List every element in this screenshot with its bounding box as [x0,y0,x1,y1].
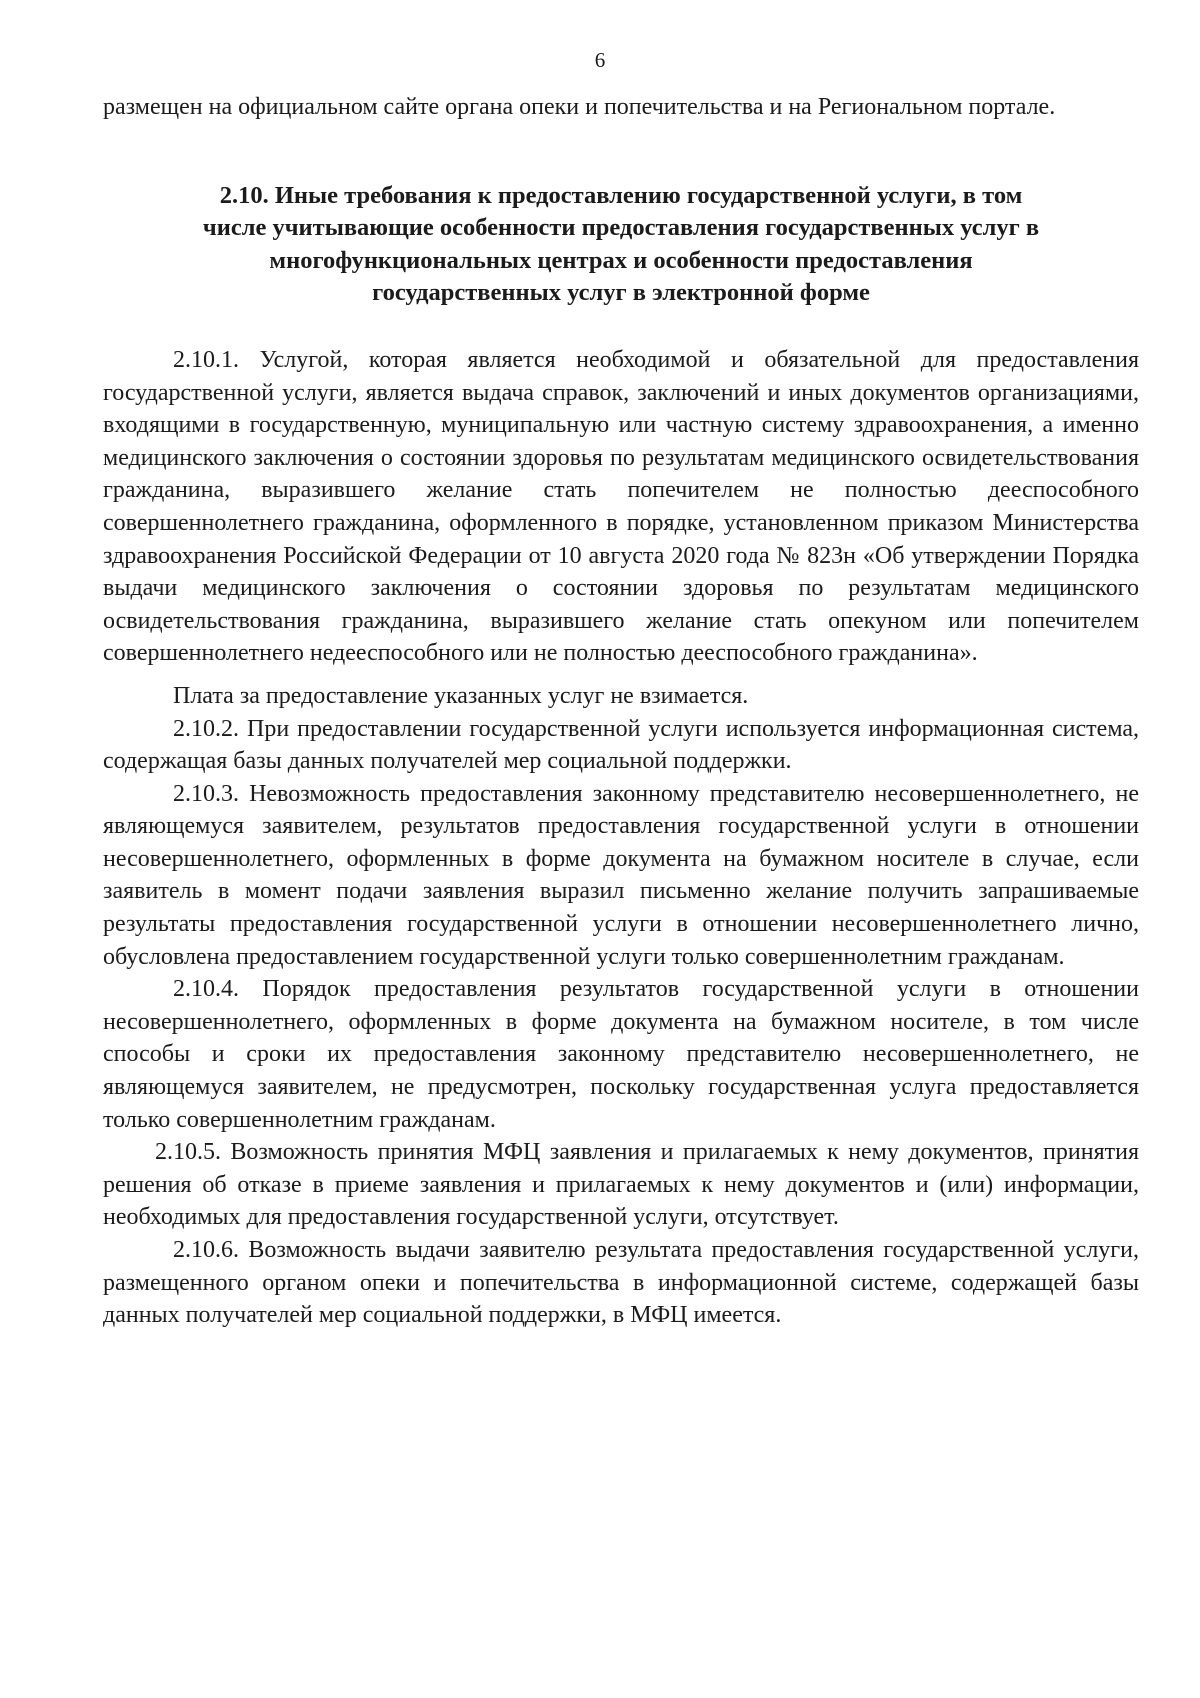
fee-paragraph: Плата за предоставление указанных услуг не взимается. [173,682,749,709]
section-heading-line: государственных услуг в электронной форме [372,279,870,307]
clause-2-10-5: 2.10.5. Возможность принятия МФЦ заявления и прилагаемых к нему документов, принятия решения об отказе в приеме заявления и прилагаемых к нему документов и (или) информации, необходимых для предоставления государственной услуги, отсутствует. [103,1139,1139,1231]
page-number: 6 [594,48,606,72]
section-heading-line: многофункциональных центрах и особенности предоставления [269,246,973,274]
clause-2-10-1: 2.10.1. Услугой, которая является необходимой и обязательной для предоставления государственной услуги, является выдача справок, заключений и иных документов организациями, входящими в государственную, муниципальную или частную систему здравоохранения, а именно медицинского заключения о состоянии здоровья по результатам медицинского освидетельствования гражданина, выразившего желание стать попечителем не полностью дееспособного совершеннолетнего гражданина, оформленного в порядке, установленном приказом Министерства здравоохранения Российской Федерации от 10 августа 2020 года № 823н «Об утверждении Порядка выдачи медицинского заключения о состоянии здоровья по результатам медицинского освидетельствования гражданина, выразившего желание стать опекуном или попечителем совершеннолетнего недееспособного или не полностью дееспособного гражданина». [103,346,1139,667]
clause-2-10-6: 2.10.6. Возможность выдачи заявителю результата предоставления государственной услуги, размещенного органом опеки и попечительства в информационной системе, содержащей базы данных получателей мер социальной поддержки, в МФЦ имеется. [103,1237,1139,1329]
intro-paragraph: размещен на официальном сайте органа опеки и попечительства и на Региональном портале. [103,94,1056,120]
section-heading [103,180,1139,310]
section-heading-line: 2.10. Иные требования к предоставлению государственной услуги, в том [219,181,1023,209]
document-body [103,91,1139,1332]
clause-2-10-4: 2.10.4. Порядок предоставления результатов государственной услуги в отношении несовершеннолетнего, оформленных в форме документа на бумажном носителе, в том числе способы и сроки их предоставления законному представителю несовершеннолетнего, не являющемуся заявителем, не предусмотрен, поскольку государственная услуга предоставляется только совершеннолетним гражданам. [103,976,1139,1133]
clause-2-10-3: 2.10.3. Невозможность предоставления законному представителю несовершеннолетнего, не являющемуся заявителем, результатов предоставления государственной услуги в отношении несовершеннолетнего, оформленных в форме документа на бумажном носителе в случае, если заявитель в момент подачи заявления выразил письменно желание получить запрашиваемые результаты предоставления государственной услуги в отношении несовершеннолетнего лично, обусловлена предоставлением государственной услуги только совершеннолетним гражданам. [103,780,1139,970]
section-heading-line: числе учитывающие особенности предоставления государственных услуг в [202,214,1040,242]
clause-2-10-2: 2.10.2. При предоставлении государственной услуги используется информационная система, содержащая базы данных получателей мер социальной поддержки. [103,715,1139,775]
